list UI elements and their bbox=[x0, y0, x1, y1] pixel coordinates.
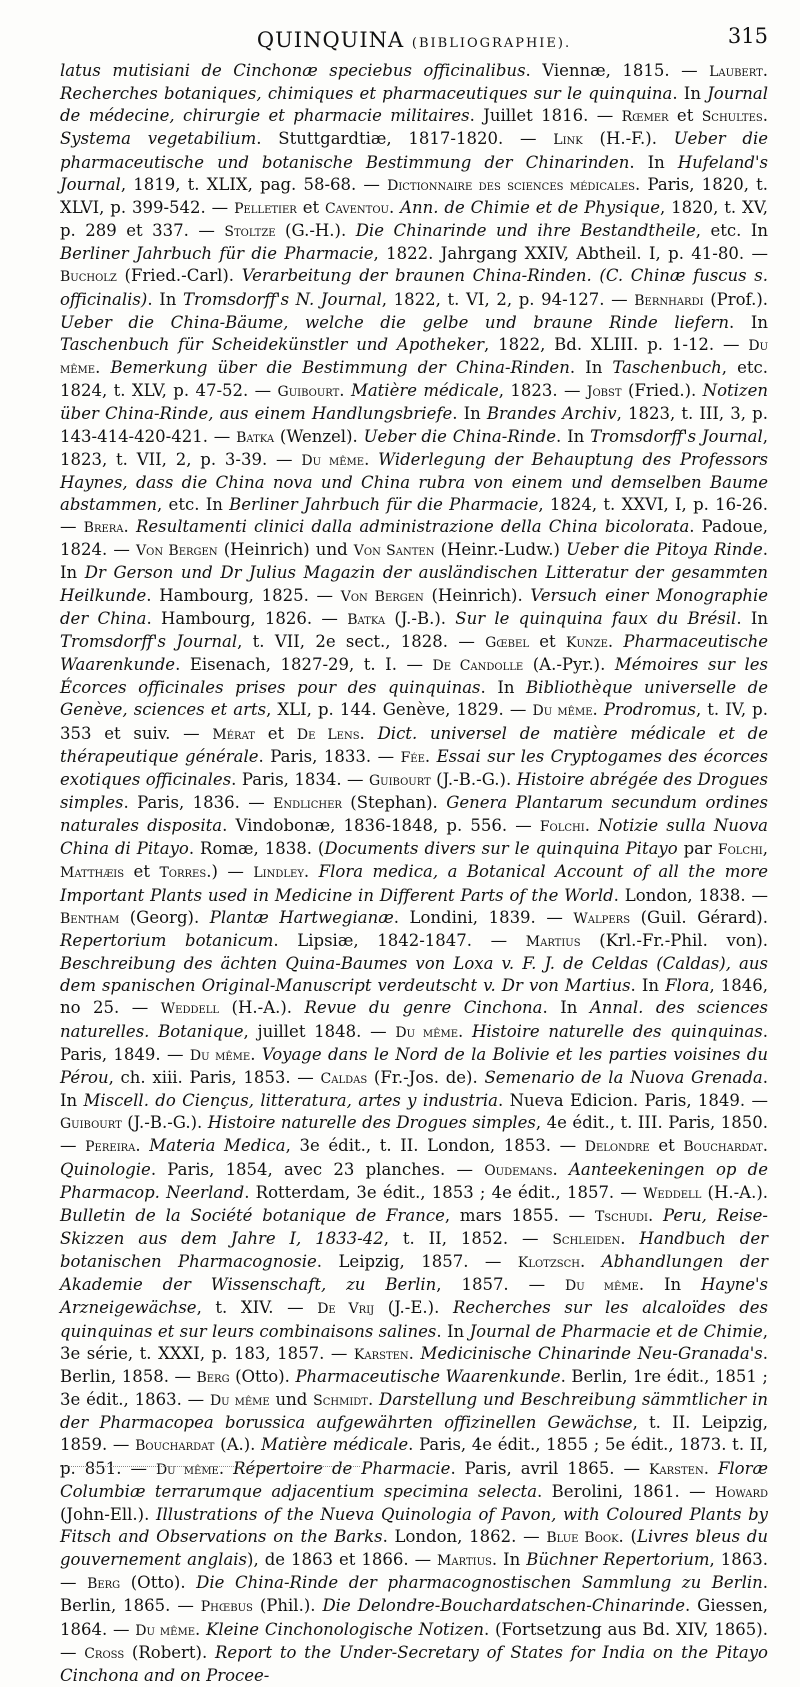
title-segment: Plantæ Hartwegianæ bbox=[209, 907, 394, 927]
title-segment: Genera Plantarum secundum ordines naturales disposita bbox=[60, 793, 768, 836]
author-segment: Du même bbox=[189, 1047, 251, 1064]
text-segment: , 1857. — bbox=[436, 1275, 565, 1295]
text-segment: . Stuttgardtiæ, 1817-1820. — bbox=[256, 129, 554, 149]
text-segment: . bbox=[367, 1390, 380, 1410]
title-segment: Berliner Jahrbuch für die Pharmacie bbox=[229, 494, 539, 514]
text-segment: . Paris, 1836. — bbox=[123, 793, 274, 812]
text-segment: , XLI, p. 144. Genève, 1829. — bbox=[266, 700, 533, 720]
text-segment: . Juillet 1816. — bbox=[469, 106, 622, 126]
text-segment: . In bbox=[60, 1067, 768, 1111]
text-segment: , 1823. — bbox=[498, 381, 587, 401]
title-segment: Histoire abrégée des Drogues simples bbox=[60, 769, 768, 812]
title-segment: Verarbeitung der braunen China-Rinden. (C. Chinæ fuscus s. officinalis) bbox=[60, 266, 768, 309]
title-segment: Materia Medica bbox=[149, 1136, 286, 1156]
text-segment: (A.-Pyr.). bbox=[523, 655, 615, 675]
text-segment: (Wenzel). bbox=[274, 426, 364, 446]
text-segment: (Prof.). bbox=[703, 289, 769, 309]
title-segment: Journal de médecine, chirurgie et pharmacie militaires bbox=[60, 84, 768, 126]
text-segment: , t. VII, 2e sect., 1828. — bbox=[237, 631, 486, 651]
text-segment: . bbox=[703, 1458, 718, 1478]
author-segment: Karsten bbox=[648, 1461, 704, 1478]
text-segment: , 1824, t. XXVI, I, p. 16-26. — bbox=[60, 494, 768, 537]
text-segment: . Berolini, 1861. — bbox=[537, 1481, 716, 1501]
title-segment: Quinologie bbox=[60, 1159, 151, 1179]
author-segment: Oudemans bbox=[484, 1162, 553, 1179]
text-segment: (Krl.-Fr.-Phil. von). bbox=[580, 930, 769, 950]
text-segment: . bbox=[303, 862, 319, 882]
text-segment: . Padoue, 1824. — bbox=[60, 517, 769, 560]
text-segment: , t. XIV. — bbox=[196, 1298, 318, 1318]
text-segment: . Giessen, 1864. — bbox=[60, 1596, 768, 1639]
title-segment: Handbuch der botanischen Pharmacognosie bbox=[60, 1228, 768, 1272]
title-segment: Dr Gerson und Dr Julius Magazin der ausländischen Litteratur der gesammten Heilkunde bbox=[60, 563, 769, 605]
text-segment: (Fried.-Carl). bbox=[116, 266, 242, 286]
author-segment: Schmidt bbox=[313, 1393, 368, 1410]
author-segment: Matthæis bbox=[60, 865, 125, 882]
text-segment: (Fried.). bbox=[621, 381, 703, 401]
text-segment: . Berlin, 1865. — bbox=[60, 1573, 768, 1616]
text-segment: , 4e édit., t. III. Paris, 1850. — bbox=[60, 1113, 769, 1156]
title-segment: Systema vegetabilium bbox=[60, 129, 257, 149]
author-segment: Rœmer bbox=[621, 109, 669, 126]
text-segment: (H.-F.). bbox=[582, 129, 674, 149]
text-segment: , 1822, Bd. XLIII. p. 1-12. — bbox=[484, 334, 749, 354]
text-segment: . In bbox=[630, 976, 666, 996]
text-segment: , 1863. — bbox=[60, 1550, 768, 1593]
text-segment: , 3e édit., t. II. London, 1853. — bbox=[285, 1136, 585, 1156]
title-segment: Histoire naturelle des Drogues simples bbox=[207, 1113, 536, 1133]
text-segment: . Eisenach, 1827-29, t. I. — bbox=[175, 655, 433, 675]
author-segment: Folchi bbox=[717, 842, 763, 859]
text-segment: . (Fortsetzung aus Bd. XIV, 1865). — bbox=[60, 1619, 768, 1662]
author-segment: Du même bbox=[209, 1393, 270, 1410]
title-segment: Prodromus bbox=[603, 700, 696, 720]
title-segment: Livres bleus du gouvernement anglais bbox=[60, 1527, 768, 1570]
author-segment: Du même bbox=[155, 1461, 219, 1478]
text-segment: (Heinrich) und bbox=[217, 540, 354, 560]
text-segment: . Paris, 1833. — bbox=[258, 746, 401, 766]
title-segment: Journal de Pharmacie et de Chimie bbox=[469, 1321, 763, 1341]
text-segment: et bbox=[528, 631, 566, 651]
text-segment: , 1822, t. VI, 2, p. 94-127. — bbox=[381, 289, 635, 309]
title-segment: Miscell. do Ciençus, litteratura, artes y industria bbox=[83, 1091, 499, 1111]
text-segment: . Hambourg, 1826. — bbox=[146, 608, 348, 628]
text-segment: (J.-B.-G.). bbox=[430, 769, 517, 789]
title-segment: Pharmaceutische Waarenkunde bbox=[295, 1366, 561, 1386]
title-segment: Beschreibung des ächten Quina-Baumes von Loxa v. F. J. de Celdas (Caldas), aus dem spanischen Original-Manuscript verdeutscht v. Dr von Martius bbox=[60, 954, 768, 996]
author-segment: Batka bbox=[347, 611, 386, 628]
title-segment: Flora medica, a Botanical Account of all the more Important Plants used in Medicine in Different Parts of the World bbox=[60, 862, 769, 905]
author-segment: Caventou bbox=[324, 200, 389, 217]
text-segment: . In bbox=[736, 608, 768, 628]
text-segment: . bbox=[339, 381, 351, 401]
title-segment: Berliner Jahrbuch für die Pharmacie bbox=[60, 244, 374, 264]
text-segment: .) — bbox=[206, 862, 254, 882]
title-segment: Repertorium botanicum bbox=[60, 930, 274, 950]
text-segment: , 1823, t. VII, 2, p. 3-39. — bbox=[60, 426, 768, 469]
author-segment: Klotzsch bbox=[517, 1255, 581, 1272]
author-segment: Bucholz bbox=[60, 269, 117, 286]
text-segment: . Berlin, 1858. — bbox=[60, 1343, 769, 1386]
author-segment: De Vrij bbox=[317, 1301, 375, 1318]
author-segment: Fée bbox=[400, 749, 425, 766]
title-segment: Recherches botaniques, chimiques et pharmaceutiques sur le quinquina bbox=[60, 84, 673, 104]
text-segment: , 1820, t. XV, p. 289 et 337. — bbox=[60, 197, 768, 241]
text-segment: . Paris, 1820, t. XLVI, p. 399-542. — bbox=[60, 174, 768, 217]
title-segment: Brandes Archiv bbox=[486, 404, 617, 424]
page-number: 315 bbox=[727, 24, 768, 48]
author-segment: Brera bbox=[83, 520, 124, 537]
author-segment: Karsten bbox=[353, 1346, 409, 1363]
text-segment: ), de 1863 et 1866. — bbox=[247, 1550, 438, 1570]
author-segment: Du même bbox=[60, 337, 768, 378]
text-segment: . Paris, 4e édit., 1855 ; 5e édit., 1873. t. II, p. 851. — bbox=[60, 1435, 769, 1478]
author-segment: Dictionnaire des sciences médicales bbox=[387, 177, 636, 194]
text-segment: (Heinrich). bbox=[423, 585, 531, 605]
text-segment: (J.-B.). bbox=[385, 608, 456, 628]
text-segment: (G.-H.). bbox=[275, 221, 356, 241]
text-segment: . Paris, 1834. — bbox=[231, 769, 369, 789]
text-segment: . Londini, 1839. — bbox=[393, 907, 574, 927]
text-segment: , t. II, 1852. — bbox=[383, 1228, 553, 1248]
text-segment: (Otto). bbox=[120, 1573, 197, 1593]
text-segment: . In bbox=[629, 152, 678, 172]
text-segment: et bbox=[296, 197, 325, 217]
author-segment: Du même bbox=[301, 452, 365, 469]
text-segment: . In bbox=[480, 678, 527, 698]
text-segment: . bbox=[123, 517, 136, 537]
title-segment: Kleine Cinchonologische Notizen bbox=[206, 1619, 484, 1639]
author-segment: Schleiden bbox=[552, 1231, 621, 1248]
text-segment: , t. II. Leipzig, 1859. — bbox=[60, 1413, 768, 1455]
text-segment: , etc. 1824, t. XLV, p. 47-52. — bbox=[60, 358, 769, 401]
title-segment: Notizie sulla Nuova China di Pitayo bbox=[60, 816, 768, 859]
author-segment: Howard bbox=[715, 1484, 768, 1501]
text-segment: , etc. In bbox=[157, 494, 230, 514]
text-segment: , t. IV, p. 353 et suiv. — bbox=[60, 700, 768, 743]
author-segment: Weddell bbox=[643, 1185, 702, 1202]
text-segment: . bbox=[552, 1159, 569, 1179]
text-segment: et bbox=[254, 723, 297, 743]
text-segment: (Fr.-Jos. de). bbox=[367, 1067, 485, 1087]
author-segment: Von Bergen bbox=[340, 588, 424, 605]
author-segment: Torres bbox=[159, 865, 207, 882]
text-segment: . Leipzig, 1857. — bbox=[316, 1252, 518, 1272]
author-segment: Bentham bbox=[60, 910, 120, 927]
title-segment: Die China-Rinde der pharmacognostischen Sammlung zu Berlin bbox=[196, 1573, 763, 1593]
title-segment: Versuch einer Monographie der China bbox=[60, 585, 768, 628]
text-segment: . London, 1838. — bbox=[613, 885, 768, 905]
text-segment: . Paris, 1849. — bbox=[60, 1021, 768, 1064]
author-segment: Mérat bbox=[212, 726, 255, 743]
author-segment: Bouchardat bbox=[683, 1139, 763, 1156]
text-segment: . bbox=[218, 1458, 234, 1478]
title-segment: Die Chinarinde und ihre Bestandtheile bbox=[355, 221, 696, 241]
text-segment: . Berlin, 1re édit., 1851 ; 3e édit., 1863. — bbox=[60, 1366, 768, 1410]
title-segment: Essai sur les Cryptogames des écorces exotiques officinales bbox=[60, 746, 768, 789]
text-segment: . In bbox=[60, 540, 769, 583]
title-segment: Bulletin de la Société botanique de France bbox=[60, 1205, 445, 1225]
title-segment: latus mutisiani de Cinchonæ speciebus officinalibus bbox=[60, 61, 526, 80]
title-segment: Hayne's Arzneigewächse bbox=[60, 1275, 768, 1318]
running-title-subtitle: (BIBLIOGRAPHIE). bbox=[411, 36, 572, 51]
author-segment: Gœbel bbox=[485, 634, 529, 651]
title-segment: Büchner Repertorium bbox=[526, 1550, 710, 1570]
text-segment: . bbox=[762, 61, 768, 80]
text-segment: , 1819, t. XLIX, pag. 58-68. — bbox=[120, 174, 388, 194]
text-segment: . bbox=[250, 1044, 262, 1064]
text-segment: . bbox=[424, 746, 437, 766]
text-segment: . In bbox=[672, 84, 708, 104]
footer-dotted-rule bbox=[60, 1466, 360, 1467]
text-segment: . In bbox=[436, 1321, 470, 1341]
title-segment: Revue du genre Cinchona bbox=[304, 998, 543, 1018]
text-segment: . bbox=[607, 631, 624, 651]
text-segment: et bbox=[668, 106, 702, 126]
title-segment: Histoire naturelle des quinquinas bbox=[471, 1021, 763, 1041]
text-segment: (Georg). bbox=[119, 907, 210, 927]
bibliography-text bbox=[60, 60, 768, 1687]
text-segment: . In bbox=[452, 404, 487, 424]
text-segment: und bbox=[269, 1390, 314, 1410]
title-segment: Bibliothèque universelle de Genève, sciences et arts bbox=[60, 678, 768, 720]
title-segment: Pharmaceutische Waarenkunde bbox=[60, 631, 768, 675]
author-segment: Lindley bbox=[253, 865, 304, 882]
title-segment: Aanteekeningen op de Pharmacop. Neerland bbox=[60, 1159, 768, 1202]
text-segment: . bbox=[762, 106, 768, 126]
author-segment: Jobst bbox=[586, 384, 622, 401]
text-segment: . bbox=[359, 723, 378, 743]
text-segment: . Paris, avril 1865. — bbox=[450, 1458, 649, 1478]
text-segment: . In bbox=[542, 998, 590, 1018]
text-segment: par bbox=[677, 839, 718, 859]
text-segment: (Guil. Gérard). bbox=[630, 907, 768, 927]
text-segment: (Phil.). bbox=[252, 1596, 323, 1616]
title-segment: Abhandlungen der Akademie der Wissenschaft, zu Berlin bbox=[60, 1252, 768, 1295]
text-segment: , 1823, t. III, 3, p. 143-414-420-421. — bbox=[60, 404, 768, 446]
text-segment: . bbox=[647, 1205, 664, 1225]
text-segment: (Heinr.-Ludw.) bbox=[434, 540, 567, 560]
title-segment: Floræ Columbiæ terrarumque adjacentium specimina selecta bbox=[60, 1458, 768, 1501]
text-segment: , 1822. Jahrgang XXIV, Abtheil. I, p. 41-80. — bbox=[373, 244, 768, 264]
text-segment: (John-Ell.). bbox=[60, 1504, 156, 1524]
text-segment: . In bbox=[556, 426, 591, 446]
title-segment: Notizen über China-Rinde, aus einem Handlungsbriefe bbox=[60, 381, 769, 424]
title-segment: Tromsdorff's Journal bbox=[590, 426, 763, 446]
author-segment: Du même bbox=[395, 1024, 458, 1041]
author-segment: Weddell bbox=[160, 1001, 220, 1018]
title-segment: Die Delondre-Bouchardatschen-Chinarinde bbox=[322, 1596, 685, 1616]
author-segment: Bernhardi bbox=[634, 292, 704, 309]
text-segment: et bbox=[649, 1136, 684, 1156]
title-segment: Répertoire de Pharmacie bbox=[233, 1458, 451, 1478]
author-segment: Martius bbox=[525, 933, 581, 950]
title-segment: Voyage dans le Nord de la Bolivie et les parties voisines du Pérou bbox=[60, 1044, 768, 1087]
text-segment: (H.-A.). bbox=[701, 1182, 769, 1202]
running-title-main: QUINQUINA bbox=[256, 28, 405, 52]
text-segment: , juillet 1848. — bbox=[243, 1021, 396, 1041]
title-segment: Ueber die pharmaceutische und botanische Bestimmung der Chinarinden bbox=[60, 129, 768, 172]
title-segment: Matière médicale bbox=[261, 1435, 409, 1455]
text-segment: (Robert). bbox=[124, 1642, 215, 1662]
author-segment: Link bbox=[553, 132, 583, 149]
running-title bbox=[60, 28, 768, 52]
author-segment: Bouchardat bbox=[135, 1438, 215, 1455]
author-segment: Von Santen bbox=[353, 543, 435, 560]
author-segment: Tschudi bbox=[594, 1208, 648, 1225]
title-segment: Darstellung und Beschreibung sämmtlicher in der Pharmacopea borussica aufgewährten offizinellen Gewächse bbox=[60, 1390, 769, 1433]
text-segment: . Nueva Edicion. Paris, 1849. — bbox=[498, 1091, 769, 1111]
text-segment: (J.-B.-G.). bbox=[121, 1113, 208, 1133]
author-segment: Berg bbox=[87, 1576, 121, 1593]
text-segment: , etc. In bbox=[695, 221, 768, 241]
title-segment: Resultamenti clinici dalla administrazione della China bicolorata bbox=[135, 517, 690, 537]
author-segment: Endlicher bbox=[273, 796, 342, 812]
author-segment: Du même bbox=[135, 1622, 195, 1639]
text-segment: , 1846, no 25. — bbox=[60, 976, 768, 1018]
author-segment: Martius bbox=[437, 1553, 492, 1570]
author-segment: Kunze bbox=[565, 634, 608, 651]
text-segment: , mars 1855. — bbox=[444, 1205, 595, 1225]
text-segment: . bbox=[135, 1136, 150, 1156]
author-segment: Du même bbox=[565, 1278, 639, 1295]
author-segment: Phœbus bbox=[200, 1599, 253, 1616]
text-segment: . In bbox=[638, 1275, 702, 1295]
author-segment: Pereira bbox=[85, 1139, 136, 1156]
text-segment: . bbox=[458, 1021, 472, 1041]
title-segment: Mémoires sur les Écorces officinales prises pour des quinquinas bbox=[60, 655, 768, 698]
text-segment: et bbox=[124, 862, 160, 882]
title-segment: Taschenbuch für Scheidekünstler und Apotheker bbox=[60, 334, 484, 354]
text-segment: . bbox=[388, 197, 401, 217]
title-segment: Ueber die China-Rinde bbox=[363, 426, 556, 446]
text-segment: . In bbox=[569, 358, 613, 378]
text-segment: . bbox=[364, 449, 379, 469]
author-segment: Delondre bbox=[584, 1139, 650, 1156]
text-segment: (Stephan). bbox=[341, 793, 447, 812]
text-segment: , bbox=[762, 839, 768, 859]
text-segment: . Viennæ, 1815. — bbox=[525, 61, 710, 80]
title-segment: Medicinische Chinarinde Neu-Granada's bbox=[420, 1343, 763, 1363]
title-segment: Report to the Under-Secretary of States for India on the Pitayo Cinchona and on Procee- bbox=[60, 1642, 768, 1685]
text-segment: . London, 1862. — bbox=[382, 1527, 547, 1546]
title-segment: Sur le quinquina faux du Brésil bbox=[455, 608, 737, 628]
author-segment: Berg bbox=[196, 1369, 230, 1386]
text-segment: (A.). bbox=[214, 1435, 262, 1455]
text-segment: (Otto). bbox=[229, 1366, 296, 1386]
author-segment: Folchi bbox=[539, 819, 585, 836]
author-segment: Guibourt bbox=[368, 772, 431, 789]
text-segment: . Paris, 1854, avec 23 planches. — bbox=[150, 1159, 485, 1179]
text-segment: . Vindobonæ, 1836-1848, p. 556. — bbox=[222, 816, 540, 836]
title-segment: Peru, Reise-Skizzen aus dem Jahre I, 1833-42 bbox=[60, 1205, 768, 1248]
text-segment: . bbox=[584, 816, 599, 836]
author-segment: Guibourt bbox=[277, 384, 340, 401]
author-segment: De Candolle bbox=[432, 658, 524, 675]
title-segment: Flora bbox=[665, 976, 710, 996]
text-segment: . bbox=[762, 1136, 769, 1156]
author-segment: Caldas bbox=[320, 1070, 368, 1087]
title-segment: Ueber die China-Bäume, welche die gelbe und braune Rinde liefern bbox=[60, 312, 730, 332]
title-segment: Widerlegung der Behauptung des Professors Haynes, dass die China nova und China rubra von einem und demselben Baume abstammen bbox=[60, 449, 768, 514]
title-segment: Ann. de Chimie et de Physique bbox=[400, 197, 660, 217]
text-segment: , 3e série, t. XXXI, p. 183, 1857. — bbox=[60, 1321, 768, 1363]
title-segment: Matière médicale bbox=[350, 381, 499, 401]
title-segment: Documents divers sur le quinquina Pitayo bbox=[324, 839, 678, 859]
text-segment: . Hambourg, 1825. — bbox=[146, 585, 341, 605]
author-segment: Guibourt bbox=[60, 1116, 122, 1133]
title-segment: Illustrations of the Nueva Quinologia of Pavon, with Coloured Plants by Fitsch and Observations on the Barks bbox=[60, 1504, 768, 1546]
text-segment: . Lipsiæ, 1842-1847. — bbox=[273, 930, 526, 950]
text-segment: (J.-E.). bbox=[374, 1298, 453, 1318]
text-segment: . ( bbox=[618, 1527, 637, 1546]
text-segment: . bbox=[580, 1252, 602, 1272]
title-segment: Tromsdorff's Journal bbox=[60, 631, 238, 651]
author-segment: Schultes bbox=[701, 109, 763, 126]
author-segment: De Lens bbox=[296, 726, 360, 743]
author-segment: Pelletier bbox=[234, 200, 297, 217]
title-segment: Ueber die Pitoya Rinde bbox=[566, 540, 763, 560]
title-segment: Taschenbuch bbox=[612, 358, 722, 378]
author-segment: Stoltze bbox=[224, 224, 276, 241]
title-segment: Annal. des sciences naturelles. Botanique bbox=[60, 998, 768, 1041]
title-segment: Recherches sur les alcaloïdes des quinquinas et sur leurs combinaisons salines bbox=[60, 1298, 768, 1341]
author-segment: Batka bbox=[236, 429, 275, 446]
text-segment: . Romæ, 1838. ( bbox=[188, 839, 325, 859]
title-segment: Tromsdorff's N. Journal bbox=[183, 289, 382, 309]
title-segment: Semenario de la Nuova Grenada bbox=[484, 1067, 763, 1087]
text-segment: . Rotterdam, 3e édit., 1853 ; 4e édit., 1857. — bbox=[244, 1182, 644, 1202]
text-segment: . bbox=[620, 1228, 640, 1248]
author-segment: Cross bbox=[84, 1645, 125, 1662]
author-segment: Walpers bbox=[573, 910, 631, 927]
text-segment: (H.-A.). bbox=[219, 998, 305, 1018]
text-segment: . In bbox=[147, 289, 184, 309]
title-segment: Hufeland's Journal bbox=[60, 152, 768, 194]
title-segment: Dict. universel de matière médicale et de thérapeutique générale bbox=[60, 723, 768, 766]
page-header bbox=[60, 0, 768, 60]
text-segment: . In bbox=[491, 1550, 527, 1570]
text-segment: . bbox=[195, 1619, 207, 1639]
text-segment: . bbox=[408, 1343, 421, 1363]
text-segment: . bbox=[95, 358, 111, 378]
author-segment: Von Bergen bbox=[136, 543, 218, 560]
author-segment: Blue Book bbox=[546, 1530, 619, 1546]
text-segment: , ch. xiii. Paris, 1853. — bbox=[108, 1067, 321, 1087]
text-segment: . bbox=[592, 700, 604, 720]
author-segment: Laubert bbox=[709, 64, 763, 80]
text-segment: . In bbox=[729, 312, 768, 332]
author-segment: Du même bbox=[532, 703, 593, 720]
title-segment: Bemerkung über die Bestimmung der China-Rinden bbox=[110, 358, 570, 378]
